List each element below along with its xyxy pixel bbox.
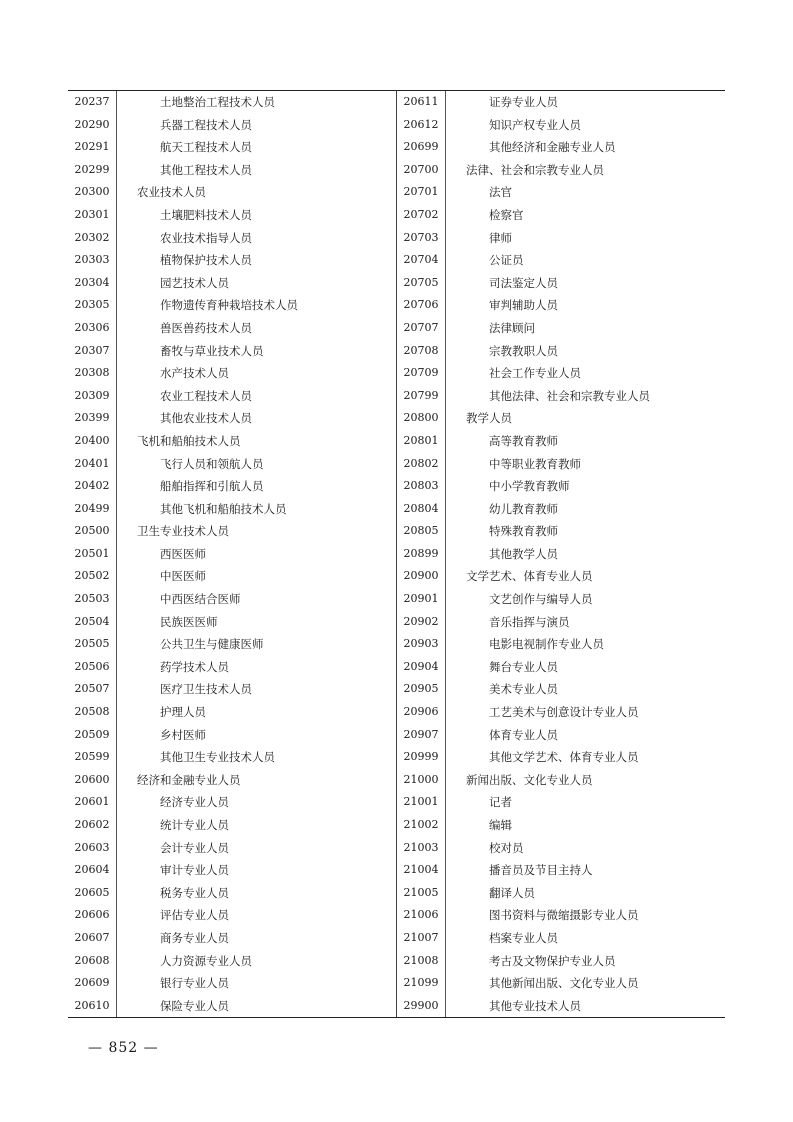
occupation-code: 20309 bbox=[68, 385, 117, 408]
occupation-code: 20305 bbox=[68, 294, 117, 317]
table-row bbox=[397, 294, 725, 317]
occupation-name: 律师 bbox=[489, 230, 512, 245]
table-row bbox=[397, 543, 725, 566]
occupation-name: 文艺创作与编导人员 bbox=[489, 592, 593, 607]
occupation-code: 20701 bbox=[397, 181, 446, 204]
table-row bbox=[68, 950, 396, 973]
occupation-code: 21005 bbox=[397, 882, 446, 905]
occupation-name: 西医医师 bbox=[160, 546, 206, 561]
occupation-name: 其他专业技术人员 bbox=[489, 998, 581, 1013]
table-row bbox=[68, 385, 396, 408]
occupation-name: 统计专业人员 bbox=[160, 818, 229, 832]
table-row bbox=[397, 882, 725, 905]
occupation-code: 20611 bbox=[397, 91, 446, 114]
occupation-code: 20707 bbox=[397, 317, 446, 340]
occupation-code: 20601 bbox=[68, 791, 117, 814]
table-row bbox=[68, 791, 396, 814]
occupation-name: 保险专业人员 bbox=[160, 998, 229, 1013]
table-row bbox=[397, 904, 725, 927]
table-row bbox=[68, 362, 396, 385]
occupation-code: 20303 bbox=[68, 249, 117, 272]
occupation-name: 其他新闻出版、文化专业人员 bbox=[489, 976, 639, 991]
occupation-code: 20607 bbox=[68, 927, 117, 950]
occupation-name: 审计专业人员 bbox=[160, 863, 229, 878]
occupation-name: 记者 bbox=[489, 795, 512, 810]
occupation-code: 20904 bbox=[397, 656, 446, 679]
table-row bbox=[397, 181, 725, 204]
occupation-code: 21002 bbox=[397, 814, 446, 837]
table-row bbox=[397, 249, 725, 272]
table-row bbox=[397, 362, 725, 385]
occupation-name: 银行专业人员 bbox=[160, 976, 229, 991]
table-row bbox=[68, 678, 396, 701]
occupation-code: 20304 bbox=[68, 272, 117, 295]
occupation-name: 考古及文物保护专业人员 bbox=[489, 953, 616, 968]
table-row bbox=[68, 453, 396, 476]
occupation-name: 档案专业人员 bbox=[489, 930, 558, 945]
occupation-name: 图书资料与微缩摄影专业人员 bbox=[489, 908, 639, 923]
occupation-name: 美术专业人员 bbox=[489, 682, 558, 697]
occupation-code: 20706 bbox=[397, 294, 446, 317]
occupation-code: 20508 bbox=[68, 701, 117, 724]
occupation-name: 文学艺术、体育专业人员 bbox=[466, 569, 593, 584]
table-row bbox=[397, 633, 725, 656]
occupation-code: 20799 bbox=[397, 385, 446, 408]
table-row bbox=[68, 204, 396, 227]
occupation-name: 中西医结合医师 bbox=[160, 592, 241, 607]
table-row bbox=[68, 114, 396, 137]
occupation-code: 21004 bbox=[397, 859, 446, 882]
occupation-name: 公证员 bbox=[489, 253, 524, 268]
table-row bbox=[68, 611, 396, 634]
table-row bbox=[68, 430, 396, 453]
table-row bbox=[397, 611, 725, 634]
occupation-code: 20801 bbox=[397, 430, 446, 453]
table-row bbox=[68, 837, 396, 860]
occupation-name: 审判辅助人员 bbox=[489, 298, 558, 313]
occupation-name: 其他工程技术人员 bbox=[160, 162, 252, 177]
table-row bbox=[68, 543, 396, 566]
occupation-code: 20299 bbox=[68, 159, 117, 182]
occupation-name: 评估专业人员 bbox=[160, 908, 229, 923]
occupation-code: 20503 bbox=[68, 588, 117, 611]
table-row bbox=[68, 972, 396, 995]
occupation-name: 经济和金融专业人员 bbox=[137, 772, 241, 787]
occupation-code: 20500 bbox=[68, 520, 117, 543]
table-row bbox=[397, 91, 725, 114]
table-row bbox=[68, 995, 396, 1018]
table-row bbox=[68, 159, 396, 182]
occupation-name: 法律、社会和宗教专业人员 bbox=[466, 162, 604, 177]
table-row bbox=[68, 317, 396, 340]
occupation-code: 20902 bbox=[397, 611, 446, 634]
occupation-name: 其他卫生专业技术人员 bbox=[160, 750, 275, 765]
table-row bbox=[68, 904, 396, 927]
occupation-name: 播音员及节目主持人 bbox=[489, 863, 593, 878]
occupation-name: 作物遗传育种栽培技术人员 bbox=[160, 298, 298, 313]
occupation-code: 20602 bbox=[68, 814, 117, 837]
table-row bbox=[397, 498, 725, 521]
occupation-name: 新闻出版、文化专业人员 bbox=[466, 772, 593, 787]
occupation-code: 20805 bbox=[397, 520, 446, 543]
table-row bbox=[397, 791, 725, 814]
occupation-name: 商务专业人员 bbox=[160, 930, 229, 945]
table-row bbox=[397, 656, 725, 679]
occupation-code: 20308 bbox=[68, 362, 117, 385]
occupation-code: 20703 bbox=[397, 227, 446, 250]
table-row bbox=[397, 724, 725, 747]
occupation-code: 20301 bbox=[68, 204, 117, 227]
table-row bbox=[397, 520, 725, 543]
occupation-code: 21006 bbox=[397, 904, 446, 927]
table-row bbox=[68, 633, 396, 656]
table-row bbox=[397, 227, 725, 250]
table-row bbox=[68, 227, 396, 250]
occupation-name: 电影电视制作专业人员 bbox=[489, 637, 604, 652]
table-row bbox=[68, 724, 396, 747]
occupation-name: 特殊教育教师 bbox=[489, 524, 558, 539]
occupation-code: 20507 bbox=[68, 678, 117, 701]
table-row bbox=[397, 136, 725, 159]
occupation-name: 畜牧与草业技术人员 bbox=[160, 343, 264, 358]
occupation-code: 20903 bbox=[397, 633, 446, 656]
occupation-name: 其他教学人员 bbox=[489, 546, 558, 561]
table-row bbox=[397, 565, 725, 588]
occupation-name: 卫生专业技术人员 bbox=[137, 524, 229, 539]
occupation-name: 园艺技术人员 bbox=[160, 275, 229, 290]
occupation-code: 20291 bbox=[68, 136, 117, 159]
table-left-column bbox=[68, 91, 397, 1017]
table-row bbox=[397, 340, 725, 363]
occupation-code: 20302 bbox=[68, 227, 117, 250]
occupation-name: 体育专业人员 bbox=[489, 727, 558, 742]
occupation-code: 20400 bbox=[68, 430, 117, 453]
occupation-code: 20604 bbox=[68, 859, 117, 882]
occupation-code: 20599 bbox=[68, 746, 117, 769]
occupation-code: 20708 bbox=[397, 340, 446, 363]
occupation-code: 20800 bbox=[397, 407, 446, 430]
occupation-name: 证券专业人员 bbox=[489, 95, 558, 109]
table-row bbox=[397, 204, 725, 227]
occupation-name: 舞台专业人员 bbox=[489, 659, 558, 674]
page-number: — 852 — bbox=[88, 1040, 159, 1056]
occupation-code: 20610 bbox=[68, 995, 117, 1018]
occupation-code: 20802 bbox=[397, 453, 446, 476]
table-row bbox=[397, 972, 725, 995]
occupation-code: 20803 bbox=[397, 475, 446, 498]
occupation-code: 20307 bbox=[68, 340, 117, 363]
occupation-name: 编辑 bbox=[489, 818, 512, 832]
occupation-code: 21008 bbox=[397, 950, 446, 973]
occupation-code: 20509 bbox=[68, 724, 117, 747]
occupation-code: 20600 bbox=[68, 769, 117, 792]
occupation-name: 农业工程技术人员 bbox=[160, 388, 252, 403]
occupation-name: 检察官 bbox=[489, 207, 524, 222]
table-row bbox=[397, 927, 725, 950]
occupation-name: 其他飞机和船舶技术人员 bbox=[160, 501, 287, 516]
occupation-code: 20709 bbox=[397, 362, 446, 385]
table-row bbox=[397, 453, 725, 476]
table-row bbox=[68, 588, 396, 611]
table-row bbox=[68, 769, 396, 792]
occupation-code: 20612 bbox=[397, 114, 446, 137]
occupation-code: 20306 bbox=[68, 317, 117, 340]
occupation-name: 船舶指挥和引航人员 bbox=[160, 479, 264, 494]
occupation-name: 中小学教育教师 bbox=[489, 479, 570, 494]
occupation-code: 20901 bbox=[397, 588, 446, 611]
table-row bbox=[68, 656, 396, 679]
occupation-name: 公共卫生与健康医师 bbox=[160, 637, 264, 652]
occupation-name: 其他法律、社会和宗教专业人员 bbox=[489, 388, 650, 403]
table-row bbox=[397, 769, 725, 792]
table-row bbox=[68, 520, 396, 543]
occupation-name: 农业技术人员 bbox=[137, 185, 206, 200]
table-row bbox=[397, 114, 725, 137]
occupation-name: 其他文学艺术、体育专业人员 bbox=[489, 750, 639, 765]
occupation-name: 其他经济和金融专业人员 bbox=[489, 140, 616, 155]
table-row bbox=[68, 882, 396, 905]
occupation-name: 兽医兽药技术人员 bbox=[160, 320, 252, 335]
occupation-name: 音乐指挥与演员 bbox=[489, 614, 570, 629]
occupation-code: 29900 bbox=[397, 995, 446, 1018]
table-row bbox=[397, 837, 725, 860]
occupation-code: 20700 bbox=[397, 159, 446, 182]
occupation-name: 农业技术指导人员 bbox=[160, 230, 252, 245]
occupation-name: 航天工程技术人员 bbox=[160, 140, 252, 155]
occupation-code: 21000 bbox=[397, 769, 446, 792]
occupation-code: 20290 bbox=[68, 114, 117, 137]
occupation-code: 20999 bbox=[397, 746, 446, 769]
table-row bbox=[68, 407, 396, 430]
table-row bbox=[68, 746, 396, 769]
occupation-name: 医疗卫生技术人员 bbox=[160, 682, 252, 697]
occupation-code: 20502 bbox=[68, 565, 117, 588]
table-row bbox=[68, 701, 396, 724]
occupation-code: 21099 bbox=[397, 972, 446, 995]
occupation-name: 兵器工程技术人员 bbox=[160, 117, 252, 132]
occupation-code: 20401 bbox=[68, 453, 117, 476]
occupation-name: 药学技术人员 bbox=[160, 659, 229, 674]
occupation-code: 20606 bbox=[68, 904, 117, 927]
occupation-name: 经济专业人员 bbox=[160, 795, 229, 810]
occupation-code: 20402 bbox=[68, 475, 117, 498]
table-row bbox=[68, 927, 396, 950]
occupation-code: 20504 bbox=[68, 611, 117, 634]
table-row bbox=[397, 317, 725, 340]
occupation-code: 20906 bbox=[397, 701, 446, 724]
occupation-code: 20609 bbox=[68, 972, 117, 995]
table-row bbox=[68, 136, 396, 159]
occupation-code: 20300 bbox=[68, 181, 117, 204]
occupation-name: 知识产权专业人员 bbox=[489, 117, 581, 132]
occupation-name: 高等教育教师 bbox=[489, 433, 558, 448]
occupation-code: 20237 bbox=[68, 91, 117, 114]
occupation-name: 中医医师 bbox=[160, 569, 206, 584]
occupation-name: 植物保护技术人员 bbox=[160, 253, 252, 268]
occupation-name: 法官 bbox=[489, 185, 512, 200]
table-row bbox=[397, 430, 725, 453]
occupation-name: 护理人员 bbox=[160, 705, 206, 720]
occupation-code: 20899 bbox=[397, 543, 446, 566]
occupation-name: 乡村医师 bbox=[160, 727, 206, 742]
occupation-name: 民族医医师 bbox=[160, 614, 218, 629]
occupation-code: 20900 bbox=[397, 565, 446, 588]
occupation-name: 校对员 bbox=[489, 840, 524, 855]
occupation-name: 翻译人员 bbox=[489, 885, 535, 900]
table-right-column bbox=[397, 91, 725, 1017]
table-row bbox=[397, 385, 725, 408]
occupation-name: 飞行人员和领航人员 bbox=[160, 456, 264, 471]
occupation-code: 21007 bbox=[397, 927, 446, 950]
occupation-code: 20605 bbox=[68, 882, 117, 905]
table-row bbox=[68, 272, 396, 295]
occupation-code: 21003 bbox=[397, 837, 446, 860]
occupation-code: 21001 bbox=[397, 791, 446, 814]
table-row bbox=[68, 475, 396, 498]
occupation-name: 工艺美术与创意设计专业人员 bbox=[489, 705, 639, 720]
occupation-name: 人力资源专业人员 bbox=[160, 953, 252, 968]
occupation-code: 20804 bbox=[397, 498, 446, 521]
occupation-code: 20907 bbox=[397, 724, 446, 747]
occupation-name: 教学人员 bbox=[466, 411, 512, 426]
occupation-code: 20608 bbox=[68, 950, 117, 973]
occupation-name: 会计专业人员 bbox=[160, 840, 229, 855]
table-row bbox=[68, 340, 396, 363]
table-row bbox=[68, 859, 396, 882]
occupation-code: 20705 bbox=[397, 272, 446, 295]
table-row bbox=[397, 950, 725, 973]
table-row bbox=[397, 159, 725, 182]
occupation-name: 飞机和船舶技术人员 bbox=[137, 433, 241, 448]
table-row bbox=[68, 565, 396, 588]
occupation-name: 税务专业人员 bbox=[160, 885, 229, 900]
occupation-name: 社会工作专业人员 bbox=[489, 366, 581, 381]
table-row bbox=[397, 859, 725, 882]
table-row bbox=[68, 498, 396, 521]
occupation-name: 法律顾问 bbox=[489, 320, 535, 335]
table-row bbox=[68, 294, 396, 317]
table-row bbox=[397, 475, 725, 498]
table-row bbox=[397, 678, 725, 701]
table-row bbox=[68, 249, 396, 272]
table-row bbox=[397, 588, 725, 611]
table-row bbox=[68, 181, 396, 204]
occupation-code: 20499 bbox=[68, 498, 117, 521]
occupation-name: 中等职业教育教师 bbox=[489, 456, 581, 471]
occupation-name: 司法鉴定人员 bbox=[489, 275, 558, 290]
table-row bbox=[397, 746, 725, 769]
occupation-code: 20603 bbox=[68, 837, 117, 860]
occupation-code: 20506 bbox=[68, 656, 117, 679]
table-row bbox=[397, 272, 725, 295]
occupation-name: 土壤肥料技术人员 bbox=[160, 207, 252, 222]
occupation-code: 20399 bbox=[68, 407, 117, 430]
occupation-name: 土地整治工程技术人员 bbox=[160, 95, 275, 109]
occupation-code: 20501 bbox=[68, 543, 117, 566]
table-row bbox=[397, 995, 725, 1018]
occupation-name: 幼儿教育教师 bbox=[489, 501, 558, 516]
occupation-code: 20505 bbox=[68, 633, 117, 656]
occupation-code: 20702 bbox=[397, 204, 446, 227]
table-row bbox=[397, 814, 725, 837]
table-row bbox=[397, 407, 725, 430]
table-row bbox=[68, 814, 396, 837]
table-row bbox=[68, 91, 396, 114]
occupation-name: 其他农业技术人员 bbox=[160, 411, 252, 426]
occupation-name: 水产技术人员 bbox=[160, 366, 229, 381]
occupation-name: 宗教教职人员 bbox=[489, 343, 558, 358]
occupation-code-table bbox=[68, 90, 725, 1018]
occupation-code: 20699 bbox=[397, 136, 446, 159]
table-row bbox=[397, 701, 725, 724]
occupation-code: 20704 bbox=[397, 249, 446, 272]
occupation-code: 20905 bbox=[397, 678, 446, 701]
